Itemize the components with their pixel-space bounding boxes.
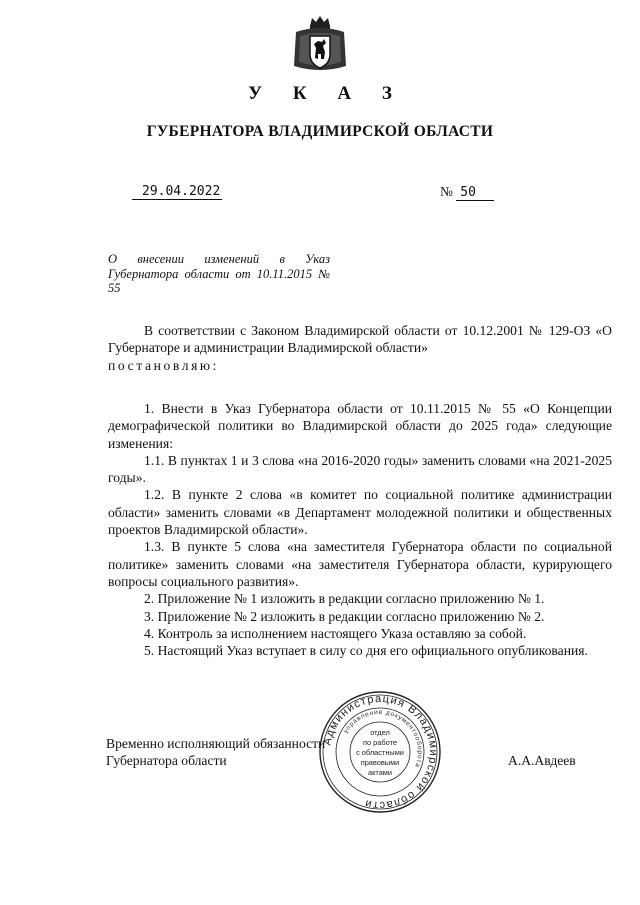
item-5: 5. Настоящий Указ вступает в силу со дня его официального опубликования. <box>144 643 588 659</box>
position-line-2: Губернатора области <box>106 753 227 768</box>
stamp-line-4: правовыми <box>360 758 400 767</box>
issuer-title: ГУБЕРНАТОРА ВЛАДИМИРСКОЙ ОБЛАСТИ <box>146 123 494 140</box>
item-1-1: 1.1. В пунктах 1 и 3 слова «на 2016-2020 годы» заменить словами «на 2021-2025 годы». <box>108 452 612 486</box>
document-title: У К А З <box>248 83 405 104</box>
decree-word: постановляю: <box>108 357 220 373</box>
signatory-name: А.А.Авдеев <box>508 753 576 768</box>
signatory-position <box>106 735 325 769</box>
decree-number <box>440 184 494 200</box>
official-stamp <box>318 690 442 814</box>
item-1: 1. Внести в Указ Губернатора области от 10.11.2015 № 55 «О Концепции демографической политики во Владимирской области до 2025 года» следующие изменения: <box>108 401 612 451</box>
decree-date: 29.04.2022 <box>132 184 222 200</box>
item-4: 4. Контроль за исполнением настоящего Указа оставляю за собой. <box>144 625 527 641</box>
item-3: 3. Приложение № 2 изложить в редакции согласно приложению № 2. <box>144 608 545 624</box>
item-1-3: 1.3. В пункте 5 слова «на заместителя Губернатора области по социальной политике» заменить словами «на заместителя Губернатора области, курирующего вопросы социального развития». <box>108 539 612 589</box>
decree-items <box>108 400 612 659</box>
stamp-line-1: отдел <box>370 728 390 737</box>
decree-subject: О внесении изменений в Указ Губернатора области от 10.11.2015 № 55 <box>108 252 330 295</box>
stamp-inner-text: управление документооборота <box>342 708 424 769</box>
number-label: № <box>440 184 453 199</box>
position-line-1: Временно исполняющий обязанности <box>106 736 326 751</box>
coat-of-arms-icon <box>288 12 352 76</box>
item-2: 2. Приложение № 1 изложить в редакции согласно приложению № 1. <box>144 591 545 607</box>
stamp-outer-text: Администрация Владимирской области <box>321 692 440 812</box>
preamble-text: В соответствии с Законом Владимирской области от 10.12.2001 № 129-ОЗ «О Губернаторе и администрации Владимирской области» <box>108 323 612 356</box>
stamp-line-5: актами <box>367 768 393 777</box>
preamble <box>108 322 612 374</box>
stamp-line-2: по работе <box>363 738 397 747</box>
number-value: 50 <box>456 185 494 201</box>
item-1-2: 1.2. В пункте 2 слова «в комитет по социальной политике администрации области» заменить словами «в Департамент молодежной политики и общественных проектов Владимирской области». <box>108 487 612 538</box>
stamp-line-3: с областными <box>356 748 404 757</box>
